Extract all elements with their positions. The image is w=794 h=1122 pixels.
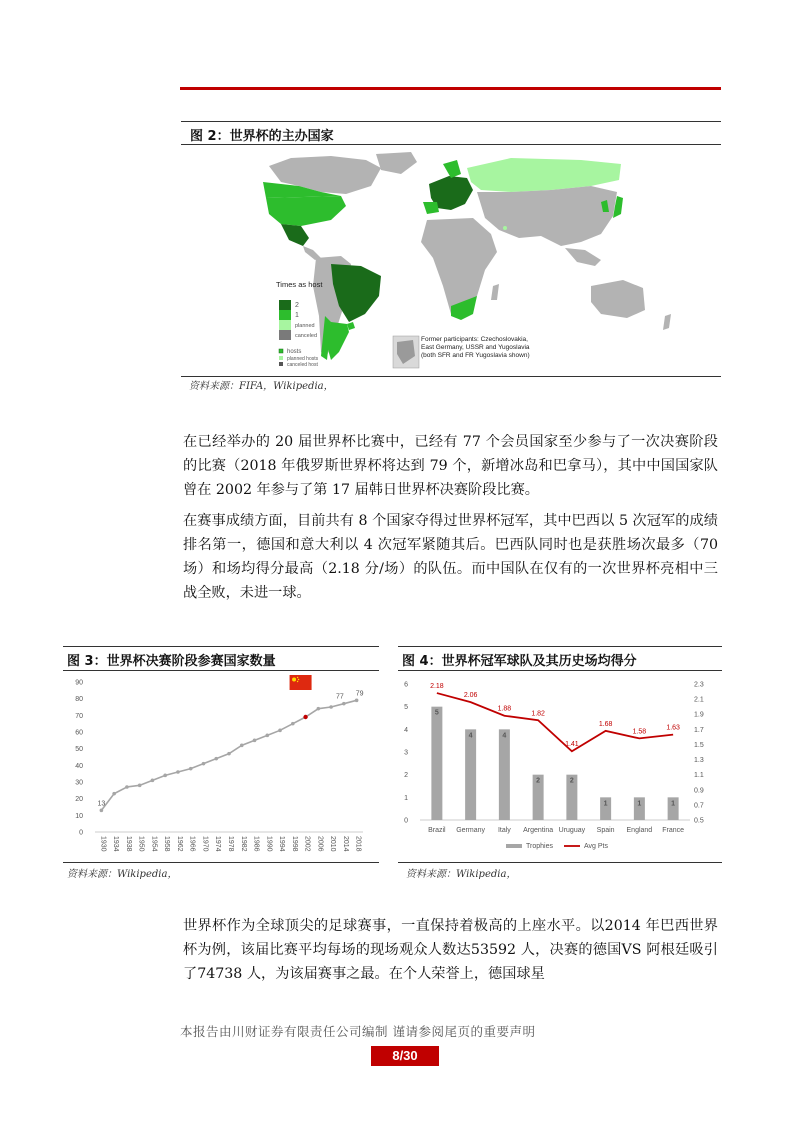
x-tick-label: 2018 xyxy=(354,836,362,852)
x-tick-label: 1990 xyxy=(265,836,273,852)
map-usa xyxy=(266,196,346,226)
data-point xyxy=(163,774,167,778)
x-tick-label: 1930 xyxy=(99,836,107,852)
map-scandinavia xyxy=(443,160,461,178)
legend2-hosts-label: hosts xyxy=(287,349,302,355)
right-y-tick-label: 1.9 xyxy=(694,711,704,719)
x-tick-label: 2002 xyxy=(303,836,311,852)
right-y-tick-label: 0.9 xyxy=(694,787,704,795)
data-point xyxy=(329,705,333,709)
champions-bar-line-chart xyxy=(398,672,722,860)
category-tick-label: Uruguay xyxy=(558,827,586,834)
map-uruguay xyxy=(347,322,355,330)
data-point xyxy=(317,707,321,711)
x-tick-label: 2010 xyxy=(329,836,337,852)
trophies-bar-label: 2 xyxy=(569,777,574,785)
trophies-bar-label: 4 xyxy=(468,732,473,740)
right-y-tick-label: 1.5 xyxy=(694,741,704,749)
x-tick-label: 1950 xyxy=(137,836,145,852)
avg-pts-label: 1.41 xyxy=(565,741,579,749)
trophies-bar-label: 5 xyxy=(434,709,439,717)
right-y-tick-label: 1.3 xyxy=(694,757,704,765)
left-y-tick-label: 2 xyxy=(404,772,408,780)
paragraph-3: 世界杯作为全球顶尖的足球赛事，一直保持着极高的上座水平。以2014 年巴西世界杯为例，该届比赛平均每场的现场观众人数达53592 人，决赛的德国VS 阿根廷吸引了74738 人，为该届赛事之最。在个人荣誉上，德国球星 xyxy=(183,918,718,982)
map-asia xyxy=(477,186,617,246)
data-point xyxy=(214,757,218,761)
x-tick-label: 1978 xyxy=(227,836,234,852)
left-y-tick-label: 6 xyxy=(404,681,408,689)
left-y-tick-label: 1 xyxy=(404,794,408,802)
data-point xyxy=(112,792,116,796)
left-y-tick-label: 5 xyxy=(404,704,408,712)
figure4-title-rule xyxy=(398,670,722,671)
left-y-tick-label: 3 xyxy=(404,749,408,757)
data-point xyxy=(138,784,142,788)
avg-pts-label: 1.88 xyxy=(497,705,512,713)
header-accent-line xyxy=(180,87,721,90)
x-tick-label: 1998 xyxy=(290,836,298,852)
trophies-bar-label: 4 xyxy=(502,732,507,740)
figure4-title: 图 4：世界杯冠军球队及其历史场均得分 xyxy=(402,654,637,669)
figure4-top-rule xyxy=(398,646,722,647)
legend-two-label: 2 xyxy=(295,302,299,309)
category-tick-label: Italy xyxy=(497,827,511,834)
x-tick-label: 1938 xyxy=(124,836,132,852)
x-tick-label: 1962 xyxy=(175,836,183,852)
china-flag-icon xyxy=(290,675,312,690)
left-y-tick-label: 0 xyxy=(404,817,408,825)
trophies-bar-label: 1 xyxy=(637,800,642,808)
legend2-planned-label: planned hosts xyxy=(287,356,319,362)
footer-statement: 本报告由川财证券有限责任公司编制 谨请参阅尾页的重要声明 xyxy=(180,1024,536,1039)
category-tick-label: Argentina xyxy=(523,827,554,834)
world-map xyxy=(181,146,721,376)
y-tick-label: 70 xyxy=(75,712,83,720)
y-tick-label: 10 xyxy=(75,812,83,820)
page-number: 8/30 xyxy=(371,1046,439,1066)
legend-trophies-label: Trophies xyxy=(526,843,553,850)
data-point xyxy=(151,779,155,783)
avg-pts-label: 1.68 xyxy=(598,720,613,728)
data-point xyxy=(355,699,359,703)
data-point xyxy=(176,770,180,774)
map-mexico xyxy=(281,224,309,246)
x-tick-label: 1934 xyxy=(112,836,120,852)
x-tick-label: 1994 xyxy=(278,836,286,852)
category-tick-label: Germany xyxy=(456,827,486,834)
figure3-title: 图 3：世界杯决赛阶段参赛国家数量 xyxy=(67,654,276,669)
map-new-zealand xyxy=(663,314,671,330)
x-tick-label: 1954 xyxy=(150,836,158,852)
right-y-tick-label: 2.1 xyxy=(694,696,704,704)
y-tick-label: 0 xyxy=(79,829,83,837)
data-point xyxy=(189,767,193,771)
map-russia xyxy=(467,158,621,192)
point-label: 79 xyxy=(355,690,364,698)
trophies-bar xyxy=(431,707,442,820)
data-point xyxy=(202,762,206,766)
y-tick-label: 80 xyxy=(75,696,83,704)
figure3-source: 资料来源：Wikipedia， xyxy=(67,869,178,880)
figure3-bottom-rule xyxy=(63,862,379,863)
avg-pts-label: 1.58 xyxy=(632,728,647,736)
data-point xyxy=(278,729,282,733)
map-madagascar xyxy=(491,284,499,300)
trophies-bar-label: 1 xyxy=(671,800,676,808)
y-tick-label: 50 xyxy=(75,746,83,754)
x-tick-label: 1966 xyxy=(188,836,196,852)
y-tick-label: 20 xyxy=(75,796,83,804)
left-y-tick-label: 4 xyxy=(404,726,408,734)
legend-swatch-one xyxy=(279,310,291,320)
figure3-title-rule xyxy=(63,670,379,671)
x-tick-label: 1982 xyxy=(239,836,247,852)
avg-pts-label: 2.18 xyxy=(430,683,444,691)
y-tick-label: 60 xyxy=(75,729,83,737)
data-point xyxy=(227,752,231,756)
map-se-asia xyxy=(565,248,601,266)
x-tick-label: 1974 xyxy=(214,836,222,852)
y-tick-label: 30 xyxy=(75,779,83,787)
legend-swatch-planned xyxy=(279,320,291,330)
y-tick-label: 90 xyxy=(75,679,83,687)
legend2-canceled-icon xyxy=(279,362,283,366)
x-tick-label: 2014 xyxy=(341,836,349,852)
trophies-bar-label: 2 xyxy=(536,777,541,785)
right-y-tick-label: 1.1 xyxy=(694,772,704,780)
x-tick-label: 1986 xyxy=(252,836,260,852)
point-label: 77 xyxy=(335,693,344,701)
right-y-tick-label: 0.7 xyxy=(694,802,704,810)
participants-line-chart xyxy=(63,672,379,860)
figure4-bottom-rule xyxy=(398,862,722,863)
figure2-top-rule xyxy=(181,121,721,122)
category-tick-label: France xyxy=(662,827,685,834)
right-y-tick-label: 1.7 xyxy=(694,726,704,734)
map-greenland xyxy=(376,152,417,174)
map-australia xyxy=(591,280,645,318)
figure2-title: 图 2：世界杯的主办国家 xyxy=(190,129,334,144)
trophies-bar-label: 1 xyxy=(603,800,608,808)
legend-swatch-canceled xyxy=(279,330,291,340)
y-tick-label: 40 xyxy=(75,762,83,770)
category-tick-label: Spain xyxy=(596,827,615,834)
legend-trophies-swatch xyxy=(506,844,522,848)
legend-avgpts-label: Avg Pts xyxy=(584,843,608,850)
figure2-source: 资料来源：FIFA，Wikipedia， xyxy=(189,381,334,392)
data-point xyxy=(100,809,104,813)
avg-pts-label: 1.82 xyxy=(531,710,545,718)
paragraph-2: 在赛事成绩方面，目前共有 8 个国家夺得过世界杯冠军，其中巴西以 5 次冠军的成绩排名第一，德国和意大利以 4 次冠军紧随其后。巴西队同时也是获胜场次最多（70 场）和场均得分最高（2.18 分/场）的队伍。而中国队在仅有的一次世界杯亮相中三战全败，未进一球。 xyxy=(183,513,718,601)
right-y-tick-label: 2.3 xyxy=(694,681,704,689)
data-point xyxy=(240,744,244,748)
data-point xyxy=(125,785,129,789)
paragraph-1: 在已经举办的 20 届世界杯比赛中，已经有 77 个会员国家至少参与了一次决赛阶段的比赛（2018 年俄罗斯世界杯将达到 79 个，新增冰岛和巴拿马），其中中国国家队曾在 2002 年参与了第 17 届韩日世界杯决赛阶段比赛。 xyxy=(183,434,718,498)
x-tick-label: 1958 xyxy=(163,836,171,852)
data-point xyxy=(303,715,307,719)
legend2-planned-icon xyxy=(279,356,283,360)
avg-pts-label: 1.63 xyxy=(666,724,680,732)
category-tick-label: Brazil xyxy=(428,827,446,834)
trophies-bar xyxy=(499,729,510,820)
legend-one-label: 1 xyxy=(295,312,299,319)
x-tick-label: 1970 xyxy=(201,836,209,852)
figure4-source: 资料来源：Wikipedia， xyxy=(406,869,517,880)
data-point xyxy=(342,702,346,706)
avg-pts-label: 2.06 xyxy=(463,692,478,700)
data-point xyxy=(291,722,295,726)
map-africa xyxy=(421,218,497,314)
legend-swatch-two xyxy=(279,300,291,310)
former-participants-note: Former participants: Czechoslovakia, East Germany, USSR and Yugoslavia (both SFR and FR Yugoslavia shown) xyxy=(421,336,530,359)
trophies-bar xyxy=(465,729,476,820)
right-y-tick-label: 0.5 xyxy=(694,817,704,825)
data-point xyxy=(253,739,257,743)
point-label: 13 xyxy=(97,800,106,808)
x-tick-label: 2006 xyxy=(316,836,324,852)
legend-canceled-label: canceled xyxy=(295,333,318,339)
legend-planned-label: planned xyxy=(295,323,315,329)
legend2-canceled-label: canceled host xyxy=(287,362,318,368)
legend-title: Times as host xyxy=(276,280,323,289)
figure3-top-rule xyxy=(63,646,379,647)
category-tick-label: England xyxy=(626,827,653,834)
data-point xyxy=(265,734,269,738)
map-qatar xyxy=(503,226,507,230)
figure2-title-rule xyxy=(181,144,721,145)
legend2-hosts-icon xyxy=(279,349,283,353)
map-iberia xyxy=(423,202,439,214)
